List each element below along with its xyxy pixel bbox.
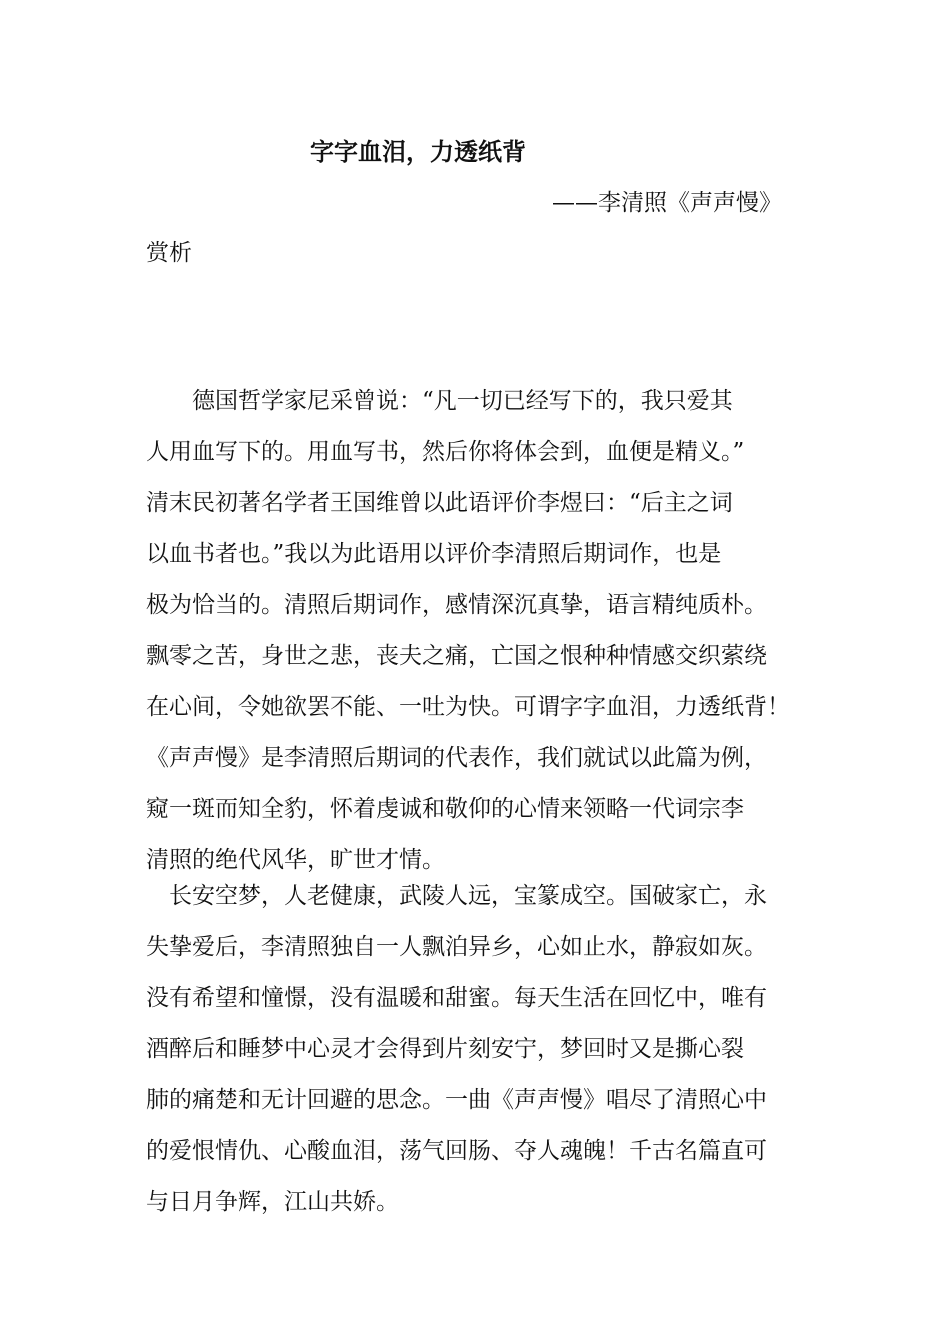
page-subtitle-continuation: 赏析 bbox=[146, 240, 192, 266]
paragraph-line: 在心间，令她欲罢不能、一吐为快。可谓字字血泪，力透纸背！ bbox=[146, 694, 790, 720]
paragraph-line: 人用血写下的。用血写书，然后你将体会到，血便是精义。” bbox=[146, 439, 745, 465]
paragraph-line: 极为恰当的。清照后期词作，感情深沉真挚，语言精纯质朴。 bbox=[146, 592, 767, 618]
paragraph-line: 窥一斑而知全豹，怀着虔诚和敬仰的心情来领略一代词宗李 bbox=[146, 796, 744, 822]
paragraph-line: 肺的痛楚和无计回避的思念。一曲《声声慢》唱尽了清照心中 bbox=[146, 1087, 767, 1113]
paragraph-line: 清照的绝代风华，旷世才情。 bbox=[146, 847, 445, 873]
paragraph-line: 清末民初著名学者王国维曾以此语评价李煜曰：“后主之词 bbox=[146, 490, 733, 516]
paragraph-line: 飘零之苦，身世之悲，丧夫之痛，亡国之恨种种情感交织萦绕 bbox=[146, 643, 767, 669]
paragraph-1 bbox=[146, 376, 806, 886]
paragraph-line: 酒醉后和睡梦中心灵才会得到片刻安宁，梦回时又是撕心裂 bbox=[146, 1036, 744, 1062]
paragraph-line: 没有希望和憧憬，没有温暖和甜蜜。每天生活在回忆中，唯有 bbox=[146, 985, 767, 1011]
paragraph-line: 的爱恨情仇、心酸血泪，荡气回肠、夺人魂魄！千古名篇直可 bbox=[146, 1138, 767, 1164]
paragraph-2 bbox=[146, 871, 806, 1228]
paragraph-line: 《声声慢》是李清照后期词的代表作，我们就试以此篇为例， bbox=[146, 745, 767, 771]
paragraph-line: 失挚爱后，李清照独自一人飘泊异乡，心如止水，静寂如灰。 bbox=[146, 934, 767, 960]
paragraph-line: 以血书者也。”我以为此语用以评价李清照后期词作，也是 bbox=[146, 541, 722, 567]
paragraph-line: 长安空梦，人老健康，武陵人远，宝篆成空。国破家亡，永 bbox=[146, 883, 767, 909]
page-title: 字字血泪，力透纸背 bbox=[310, 137, 526, 166]
page-subtitle: ——李清照《声声慢》 bbox=[552, 190, 782, 216]
paragraph-line: 与日月争辉，江山共娇。 bbox=[146, 1189, 399, 1215]
paragraph-line: 德国哲学家尼采曾说：“凡一切已经写下的，我只爱其 bbox=[146, 388, 733, 414]
